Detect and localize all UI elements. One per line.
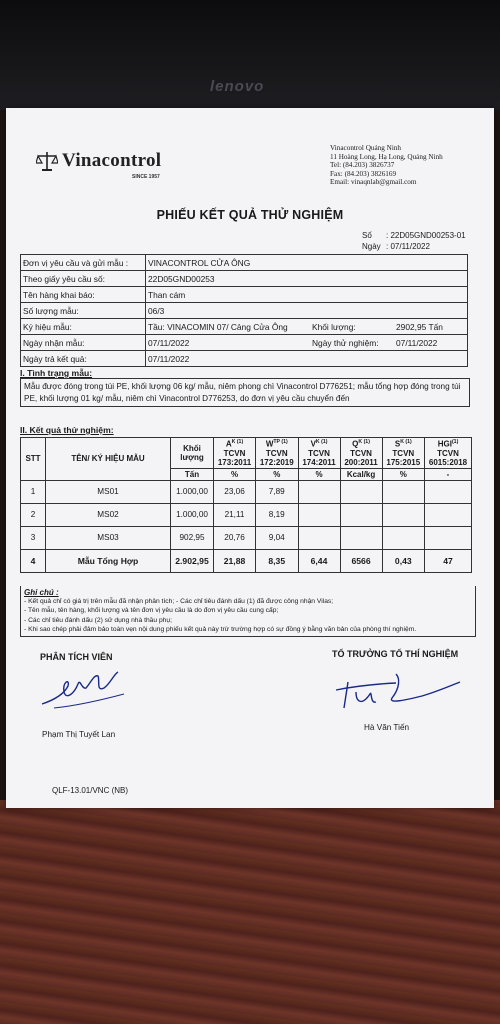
cell-stt: 1 (21, 480, 46, 503)
cell-w: 9,04 (256, 526, 298, 549)
unit-khoi-luong: Tấn (171, 468, 214, 480)
contact-line: Email: vinaqnlab@gmail.com (330, 178, 417, 187)
meta-so-value: : 22D05GND00253-01 (386, 231, 466, 240)
info-label: Tên hàng khai báo: (21, 287, 146, 303)
logo-since: SINCE 1957 (132, 174, 160, 180)
cell-w: 8,19 (256, 503, 298, 526)
cell-q: 6566 (340, 549, 382, 572)
cell-v (298, 526, 340, 549)
note-line: - Các chỉ tiêu đánh dấu (2) sử dụng nhà thầu phụ; (24, 616, 172, 624)
cell-q (340, 526, 382, 549)
contact-line: Fax: (84.203) 3826169 (330, 169, 397, 178)
info-value: Than cám (146, 287, 468, 303)
cell-ten: MS01 (46, 480, 171, 503)
col-header-khoi-luong: Khối lượng (171, 438, 214, 469)
contact-block (330, 144, 443, 187)
section-1-title: I. Tình trạng mẫu: (20, 368, 93, 378)
company-logo (36, 150, 161, 172)
info-value: VINACONTROL CỬA ÔNG (146, 255, 468, 271)
info-label: Đơn vị yêu cầu và gửi mẫu : (21, 255, 146, 271)
analyst-title: PHÂN TÍCH VIÊN (40, 652, 113, 662)
cell-hgi: 47 (425, 549, 472, 572)
cell-a: 23,06 (214, 480, 256, 503)
document-meta (362, 230, 466, 252)
lab-head-title: TỔ TRƯỞNG TỔ THÍ NGHIỆM (332, 649, 459, 659)
info-table (20, 254, 468, 367)
info-label: Theo giấy yêu cầu số: (21, 271, 146, 287)
info-label: Số lượng mẫu: (21, 303, 146, 319)
cell-w: 7,89 (256, 480, 298, 503)
notes-title: Ghi chú : (24, 588, 59, 597)
meta-ngay-label: Ngày (362, 242, 381, 251)
cell-a: 21,88 (214, 549, 256, 572)
cell-stt: 4 (21, 549, 46, 572)
cell-kl: 1.000,00 (171, 503, 214, 526)
col-header-stt: STT (21, 438, 46, 481)
col-header-v: $V^{K (1)}$ TCVN 174:2011 (298, 438, 340, 469)
cell-s (382, 480, 424, 503)
unit-hgi: - (425, 468, 472, 480)
col-header-a: $A^{K (1)}$ TCVN 173:2011 (214, 438, 256, 469)
cell-v (298, 503, 340, 526)
unit-v: % (298, 468, 340, 480)
info-value: 07/11/2022 (146, 351, 468, 367)
meta-ngay-value: : 07/11/2022 (386, 242, 430, 251)
analyst-signature (34, 664, 144, 714)
sample-condition-text: Mẫu được đóng trong túi PE, khối lượng 06 kg/ mẫu, niêm phong chì Vinacontrol D776251; mẫu tổng hợp đóng trong túi PE, khối lượng 01 kg/ mẫu, niêm chì Vinacontrol D776253, do đơn vị yêu cầu chuyển đến (20, 378, 470, 407)
info-label: Khối lượng: (310, 319, 394, 335)
scales-logo-icon (36, 150, 58, 172)
info-value: 22D05GND00253 (146, 271, 468, 287)
note-line: - Tên mẫu, tên hàng, khối lượng và tên đơn vị yêu cầu là do đơn vị yêu cầu cung cấp; (24, 607, 279, 615)
document-title: PHIẾU KẾT QUẢ THỬ NGHIỆM (156, 208, 344, 222)
cell-ten: MS02 (46, 503, 171, 526)
cell-v: 6,44 (298, 549, 340, 572)
cell-q (340, 480, 382, 503)
cell-kl: 1.000,00 (171, 480, 214, 503)
cell-hgi (425, 503, 472, 526)
cell-q (340, 503, 382, 526)
note-line: - Kết quả chỉ có giá trị trên mẫu đã nhận phân tích; - Các chỉ tiêu đánh dấu (1) đã được công nhận Vilas; (24, 598, 334, 606)
info-value: 06/3 (146, 303, 468, 319)
contact-line: Vinacontrol Quảng Ninh (330, 144, 402, 152)
table-row (21, 503, 472, 526)
unit-s: % (382, 468, 424, 480)
unit-a: % (214, 468, 256, 480)
table-row-total (21, 549, 472, 572)
unit-w: % (256, 468, 298, 480)
table-row (21, 526, 472, 549)
col-header-q: $Q^{K (1)}$ TCVN 200:2011 (340, 438, 382, 469)
logo-text: Vinacontrol (62, 150, 162, 171)
unit-q: Kcal/kg (340, 468, 382, 480)
col-header-s: $S^{K (1)}$ TCVN 175:2015 (382, 438, 424, 469)
note-line: - Khi sao chép phải đảm bảo toàn vẹn nội dung phiếu kết quả này trừ trường hợp có sự đồng ý bằng văn bản của phòng thí nghiệm. (24, 625, 417, 633)
analyst-name: Phạm Thị Tuyết Lan (42, 730, 116, 739)
lab-head-signature (326, 668, 466, 713)
cell-kl: 902,95 (171, 526, 214, 549)
laptop-brand-label: lenovo (210, 78, 265, 95)
meta-so-label: Số (362, 231, 372, 240)
lab-head-name: Hà Văn Tiến (364, 723, 410, 732)
results-table (20, 437, 472, 573)
cell-ten: Mẫu Tổng Hợp (46, 549, 171, 572)
info-label: Ngày trả kết quả: (21, 351, 146, 367)
cell-stt: 3 (21, 526, 46, 549)
info-value: 07/11/2022 (394, 335, 468, 351)
notes-block (20, 586, 476, 637)
section-2-title: II. Kết quả thử nghiệm: (20, 425, 114, 435)
col-header-ten: TÊN/ KÝ HIỆU MẪU (46, 438, 171, 481)
form-code: QLF-13.01/VNC (NB) (52, 786, 129, 795)
cell-a: 20,76 (214, 526, 256, 549)
cell-kl: 2.902,95 (171, 549, 214, 572)
cell-s (382, 503, 424, 526)
col-header-w: $W^{TP (1)}$ TCVN 172:2019 (256, 438, 298, 469)
info-value: 07/11/2022 (146, 335, 311, 351)
cell-stt: 2 (21, 503, 46, 526)
info-label: Ngày thử nghiệm: (310, 335, 394, 351)
cell-s (382, 526, 424, 549)
cell-hgi (425, 526, 472, 549)
cell-s: 0,43 (382, 549, 424, 572)
cell-v (298, 480, 340, 503)
cell-hgi (425, 480, 472, 503)
wooden-table-background (0, 800, 500, 1024)
cell-a: 21,11 (214, 503, 256, 526)
cell-w: 8,35 (256, 549, 298, 572)
info-label: Ký hiệu mẫu: (21, 319, 146, 335)
contact-line: Tel: (84.203) 3826737 (330, 161, 395, 170)
info-label: Ngày nhận mẫu: (21, 335, 146, 351)
contact-line: 11 Hoàng Long, Hạ Long, Quảng Ninh (330, 152, 443, 161)
info-value: 2902,95 Tấn (394, 319, 468, 335)
document-sheet (6, 108, 494, 808)
info-value: Tầu: VINACOMIN 07/ Cảng Cửa Ông (146, 319, 311, 335)
table-row (21, 480, 472, 503)
cell-ten: MS03 (46, 526, 171, 549)
col-header-hgi: HGI$^{(1)}$ TCVN 6015:2018 (425, 438, 472, 469)
